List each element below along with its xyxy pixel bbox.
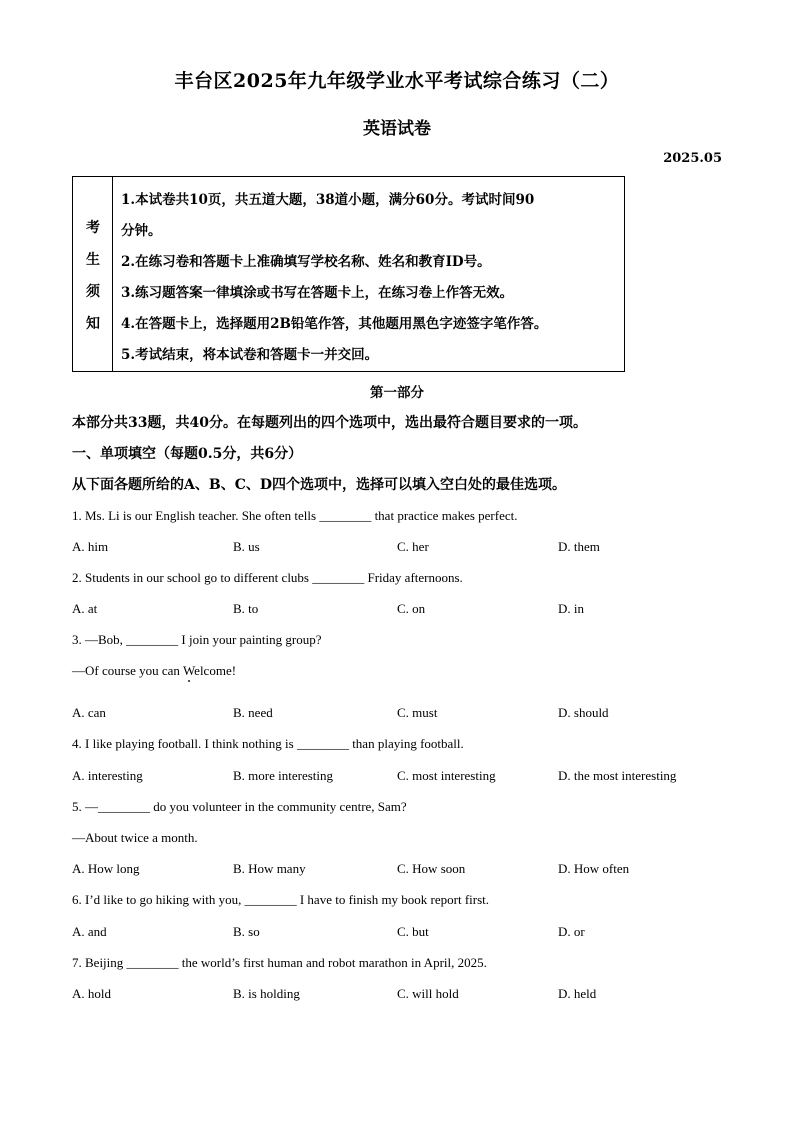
question-stem: 3. —Bob, ________ I join your painting group? bbox=[72, 632, 322, 647]
option-a: A. How long bbox=[72, 861, 140, 876]
option-d: D. should bbox=[558, 705, 609, 720]
question-stem: 4. I like playing football. I think nothing is ________ than playing football. bbox=[72, 736, 464, 751]
option-b: B. to bbox=[233, 601, 259, 616]
part-intro: 本部分共33题，共40分。在每题列出的四个选项中，选出最符合题目要求的一项。 bbox=[72, 415, 587, 431]
question-dialogue-line: —About twice a month. bbox=[72, 830, 198, 845]
notice-label-char: 考 bbox=[86, 220, 100, 236]
stray-dot bbox=[188, 680, 190, 682]
notice-body bbox=[121, 185, 621, 371]
option-c: C. but bbox=[397, 924, 429, 939]
exam-date: 2025.05 bbox=[663, 151, 722, 166]
notice-line: 5.考试结束，将本试卷和答题卡一并交回。 bbox=[121, 347, 379, 363]
option-c: C. most interesting bbox=[397, 768, 496, 783]
notice-line: 3.练习题答案一律填涂或书写在答题卡上，在练习卷上作答无效。 bbox=[121, 285, 514, 301]
exam-subtitle: 英语试卷 bbox=[363, 119, 431, 139]
notice-line: 2.在练习卷和答题卡上准确填写学校名称、姓名和教育ID号。 bbox=[121, 254, 491, 270]
option-b: B. more interesting bbox=[233, 768, 334, 783]
option-a: A. at bbox=[72, 601, 98, 616]
option-b: B. need bbox=[233, 705, 273, 720]
notice-line: 4.在答题卡上，选择题用2B铅笔作答，其他题用黑色字迹签字笔作答。 bbox=[121, 316, 548, 332]
option-b: B. How many bbox=[233, 861, 306, 876]
notice-line: 分钟。 bbox=[121, 223, 162, 239]
question-stem: 2. Students in our school go to different clubs ________ Friday afternoons. bbox=[72, 570, 463, 585]
option-c: C. on bbox=[397, 601, 426, 616]
question-stem: 6. I’d like to go hiking with you, ________ I have to finish my book report first. bbox=[72, 892, 490, 907]
notice-line: 1.本试卷共10页，共五道大题，38道小题，满分60分。考试时间90 bbox=[121, 192, 535, 208]
option-c: C. How soon bbox=[397, 861, 466, 876]
exam-title: 丰台区2025年九年级学业水平考试综合练习（二） bbox=[174, 70, 620, 92]
part-heading: 第一部分 bbox=[370, 385, 424, 401]
notice-label-char: 须 bbox=[86, 284, 100, 300]
question-stem: 1. Ms. Li is our English teacher. She often tells ________ that practice makes perfect. bbox=[72, 508, 518, 523]
option-d: D. How often bbox=[558, 861, 630, 876]
option-b: B. is holding bbox=[233, 986, 300, 1001]
question-stem: 7. Beijing ________ the world’s first human and robot marathon in April, 2025. bbox=[72, 955, 487, 970]
section-instruction: 从下面各题所给的A、B、C、D四个选项中，选择可以填入空白处的最佳选项。 bbox=[72, 477, 566, 493]
option-a: A. interesting bbox=[72, 768, 143, 783]
option-a: A. can bbox=[72, 705, 106, 720]
question-stem: 5. —________ do you volunteer in the community centre, Sam? bbox=[72, 799, 407, 814]
option-c: C. her bbox=[397, 539, 429, 554]
notice-label-char: 知 bbox=[86, 316, 100, 332]
option-d: D. or bbox=[558, 924, 585, 939]
option-d: D. the most interesting bbox=[558, 768, 677, 783]
option-b: B. us bbox=[233, 539, 260, 554]
option-d: D. them bbox=[558, 539, 600, 554]
question-dialogue-line: —Of course you can Welcome! bbox=[72, 663, 237, 678]
option-c: C. will hold bbox=[397, 986, 459, 1001]
option-a: A. and bbox=[72, 924, 107, 939]
notice-label bbox=[73, 177, 113, 371]
notice-box bbox=[72, 176, 625, 372]
notice-label-char: 生 bbox=[86, 252, 100, 268]
section-heading: 一、单项填空（每题0.5分，共6分） bbox=[72, 446, 303, 462]
option-b: B. so bbox=[233, 924, 260, 939]
option-a: A. him bbox=[72, 539, 109, 554]
option-c: C. must bbox=[397, 705, 438, 720]
option-d: D. in bbox=[558, 601, 584, 616]
option-a: A. hold bbox=[72, 986, 111, 1001]
option-d: D. held bbox=[558, 986, 597, 1001]
